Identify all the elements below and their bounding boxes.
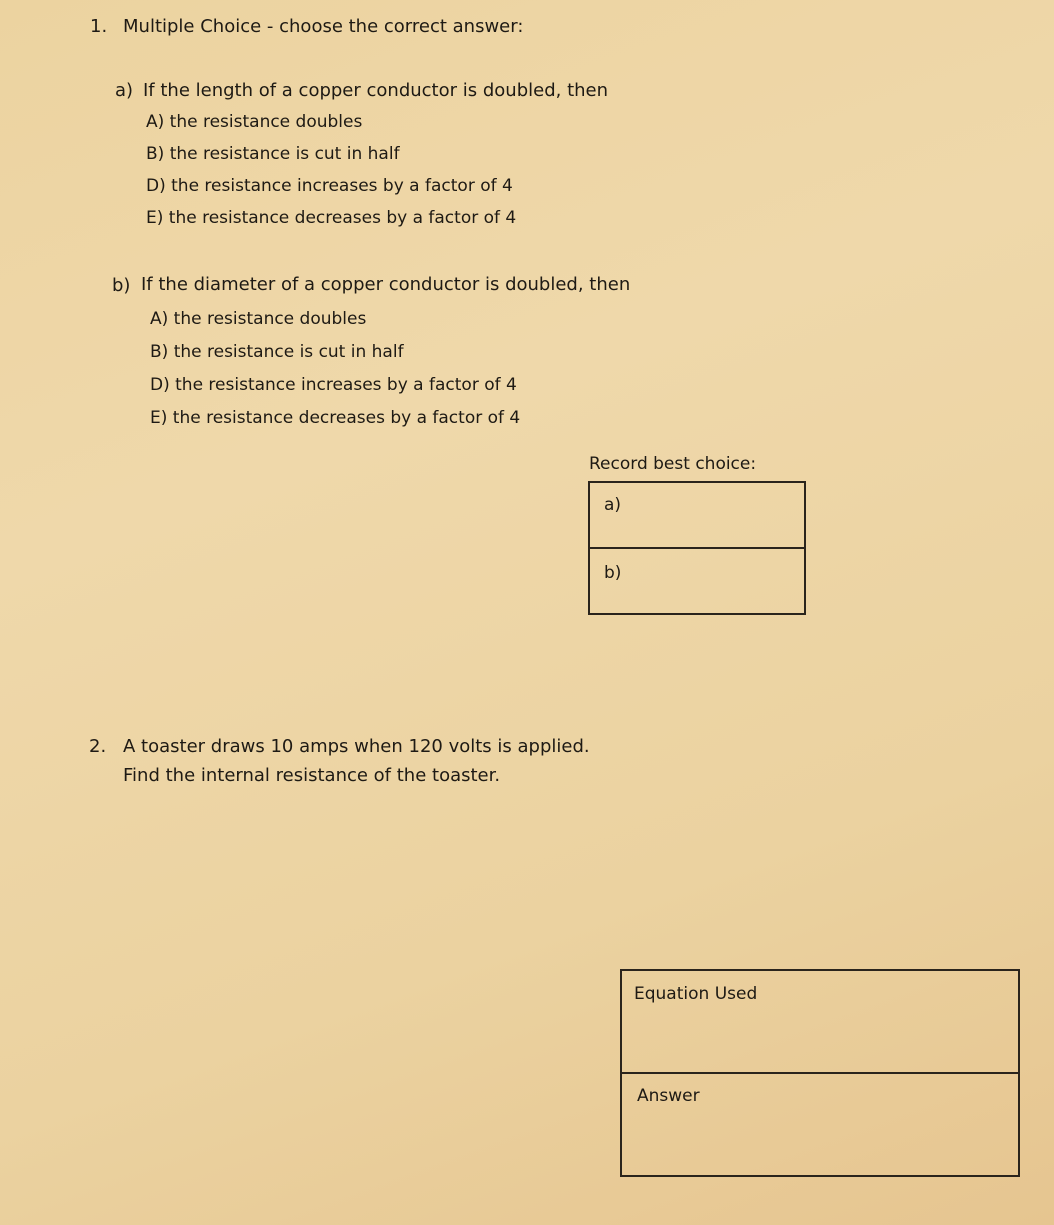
part-a-option-d: D) the resistance increases by a factor of 4	[146, 176, 513, 196]
part-a-option-a: A) the resistance doubles	[146, 112, 363, 132]
question-1-title: Multiple Choice - choose the correct answer:	[123, 16, 524, 37]
choice-answer-box	[588, 481, 806, 615]
question-2-line-2: Find the internal resistance of the toaster.	[123, 765, 501, 786]
choice-answer-cell-a[interactable]	[590, 483, 804, 549]
part-b-label: b)	[112, 275, 131, 296]
choice-answer-label-a: a)	[604, 495, 622, 515]
question-2-number: 2.	[89, 736, 107, 757]
answer-cell[interactable]	[622, 1074, 1018, 1177]
equation-used-cell[interactable]	[622, 971, 1018, 1074]
part-b-stem: If the diameter of a copper conductor is doubled, then	[141, 274, 631, 295]
work-answer-box	[620, 969, 1020, 1177]
record-best-choice-label: Record best choice:	[589, 454, 757, 474]
answer-label: Answer	[637, 1086, 700, 1106]
choice-answer-cell-b[interactable]	[590, 549, 804, 615]
equation-used-label: Equation Used	[634, 984, 758, 1004]
question-1-number: 1.	[90, 16, 108, 37]
part-a-stem: If the length of a copper conductor is doubled, then	[143, 80, 609, 101]
choice-answer-label-b: b)	[604, 563, 622, 583]
part-a-option-e: E) the resistance decreases by a factor of 4	[146, 208, 517, 228]
part-a-label: a)	[115, 80, 134, 101]
part-b-option-b: B) the resistance is cut in half	[150, 342, 404, 362]
part-b-option-a: A) the resistance doubles	[150, 309, 367, 329]
part-b-option-e: E) the resistance decreases by a factor of 4	[150, 408, 521, 428]
part-b-option-d: D) the resistance increases by a factor of 4	[150, 375, 517, 395]
question-2-line-1: A toaster draws 10 amps when 120 volts is applied.	[123, 736, 590, 757]
part-a-option-b: B) the resistance is cut in half	[146, 144, 400, 164]
